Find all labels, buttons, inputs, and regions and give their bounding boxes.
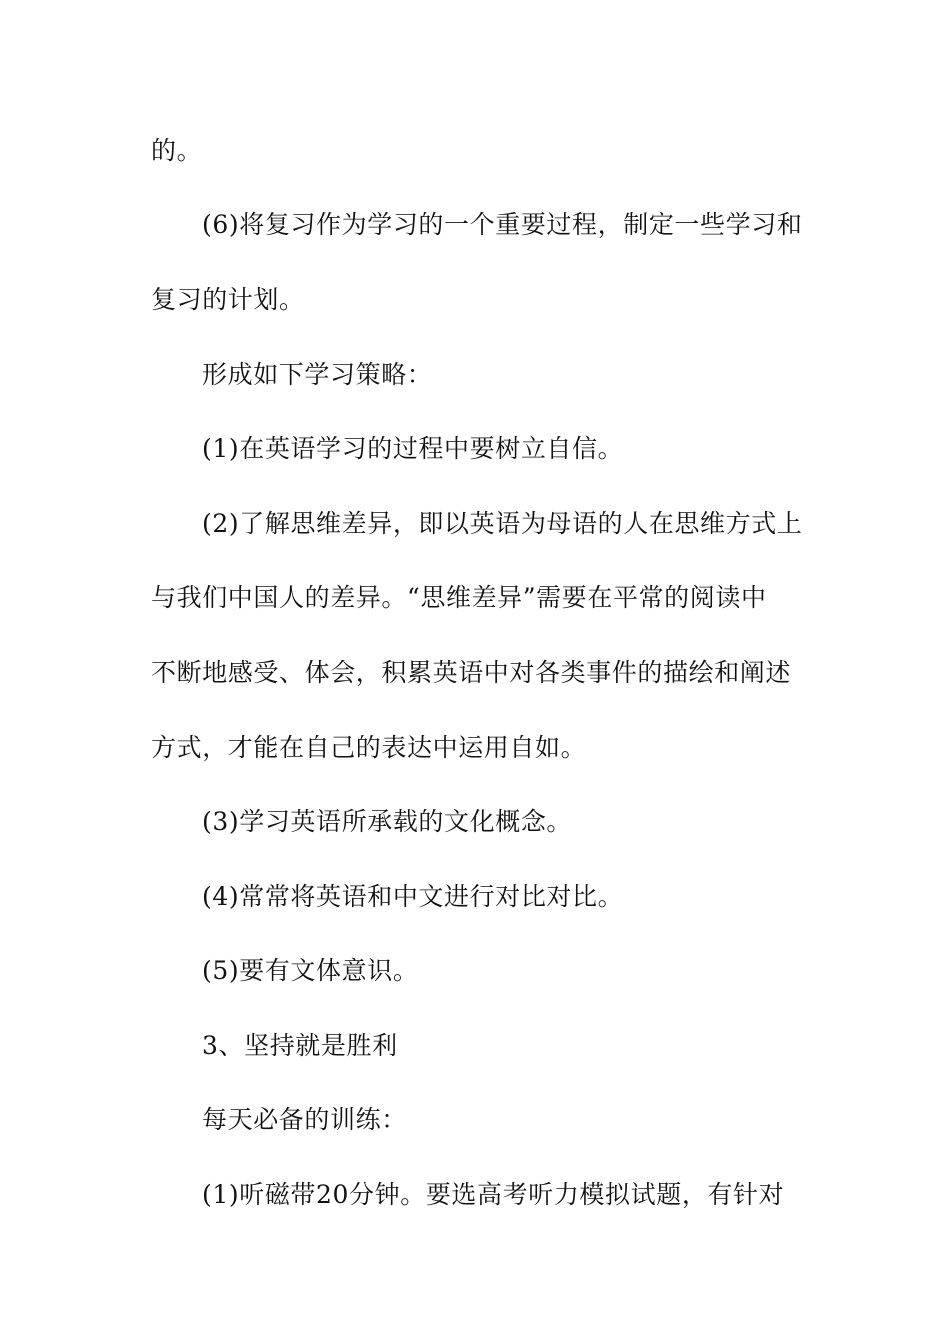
text-line-6: (2)了解思维差异，即以英语为母语的人在思维方式上	[202, 509, 803, 538]
text-line-15: (1)听磁带20分钟。要选高考听力模拟试题，有针对	[202, 1180, 785, 1209]
text-line-12: (5)要有文体意识。	[202, 956, 419, 985]
text-line-2: (6)将复习作为学习的一个重要过程，制定一些学习和	[202, 210, 803, 239]
text-line-10: (3)学习英语所承载的文化概念。	[202, 807, 573, 836]
text-line-3: 复习的计划。	[151, 285, 305, 314]
text-line-14: 每天必备的训练：	[202, 1105, 407, 1134]
text-line-11: (4)常常将英语和中文进行对比对比。	[202, 882, 624, 911]
text-line-1: 的。	[151, 136, 203, 165]
text-line-5: (1)在英语学习的过程中要树立自信。	[202, 434, 624, 463]
text-line-4: 形成如下学习策略：	[202, 360, 433, 389]
text-line-9: 方式，才能在自己的表达中运用自如。	[151, 733, 587, 762]
text-line-13: 3、坚持就是胜利	[202, 1031, 398, 1060]
text-line-7: 与我们中国人的差异。“思维差异”需要在平常的阅读中	[151, 583, 767, 612]
text-line-8: 不断地感受、体会，积累英语中对各类事件的描绘和阐述	[151, 658, 792, 687]
